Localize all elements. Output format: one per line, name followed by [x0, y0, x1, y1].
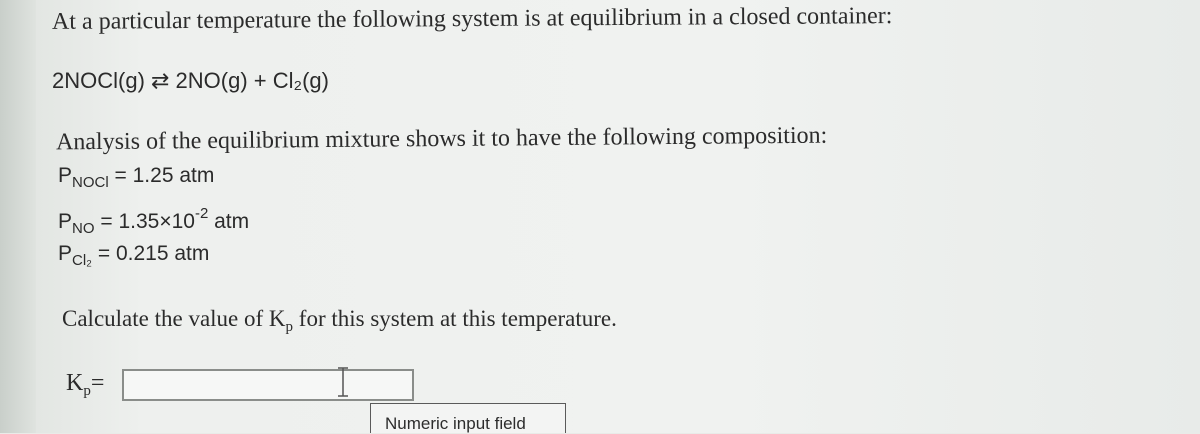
pressure-symbol: P	[58, 164, 73, 187]
pressure-value: = 0.215 atm	[97, 242, 210, 265]
question-text	[62, 306, 617, 336]
kp-equals: =	[90, 370, 105, 396]
pressure-unit: atm	[208, 210, 250, 233]
pressure-cl2	[58, 242, 209, 269]
pressure-subscript: Cl₂	[72, 252, 93, 269]
question-prefix: Calculate the value of K	[62, 306, 286, 331]
pressure-value: = 1.25 atm	[114, 164, 215, 187]
text-cursor-icon	[336, 366, 350, 398]
pressure-exponent: -2	[194, 205, 209, 222]
pressure-value: = 1.35×10	[100, 210, 195, 233]
question-subscript: p	[285, 319, 294, 335]
kp-symbol: K	[66, 370, 84, 396]
analysis-text: Analysis of the equilibrium mixture shows it to have the following composition:	[55, 122, 828, 156]
left-margin	[0, 0, 36, 433]
kp-answer-input[interactable]	[122, 369, 414, 401]
pressure-subscript: NOCl	[72, 174, 109, 191]
pressure-subscript: NO	[72, 220, 95, 237]
reaction-equation: 2NOCl(g) ⇄ 2NO(g) + Cl₂(g)	[52, 68, 329, 93]
numeric-input-tooltip: Numeric input field	[370, 403, 566, 433]
pressure-nocl	[58, 164, 214, 191]
intro-text: At a particular temperature the following system is at equilibrium in a closed container:	[51, 3, 893, 35]
pressure-symbol: P	[58, 210, 73, 233]
kp-label	[66, 370, 104, 400]
pressure-symbol: P	[58, 242, 73, 265]
kp-subscript: p	[83, 383, 91, 399]
question-suffix: for this system at this temperature.	[293, 306, 617, 331]
pressure-no	[58, 205, 249, 237]
